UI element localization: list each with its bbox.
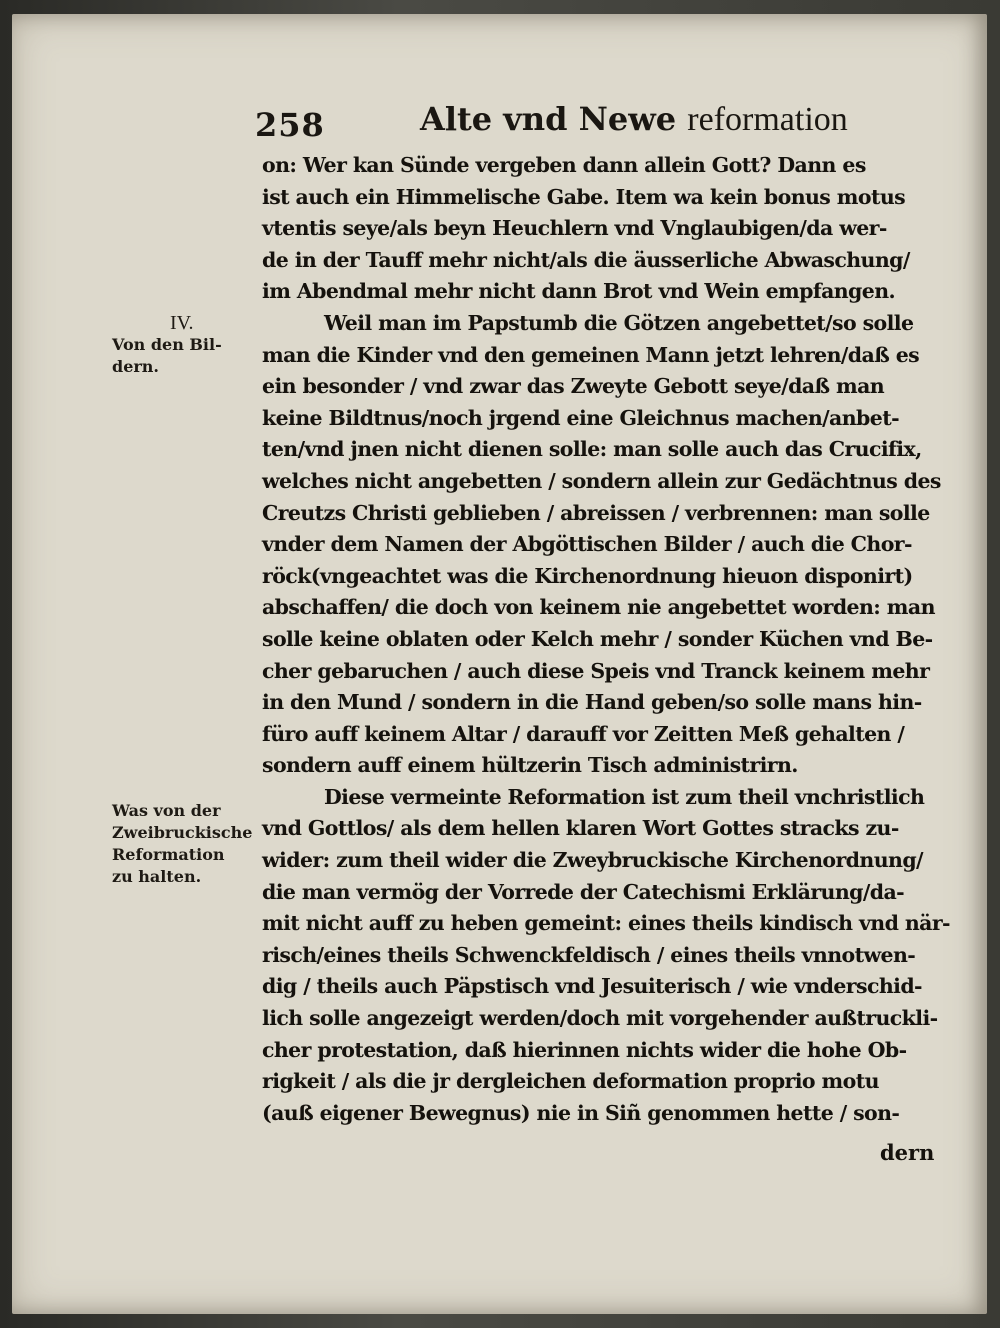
text-line: die man vermög der Vorrede der Catechismi Erklärung/da- (262, 879, 905, 904)
text-line: mit nicht auff zu heben gemeint: eines theils kindisch vnd när- (262, 911, 950, 936)
text-line: cher gebaruchen / auch diese Speis vnd Tranck keinem mehr (262, 658, 930, 683)
text-line: röck(vngeachtet was die Kirchenordnung hieuon disponirt) (262, 563, 913, 588)
text-line: sondern auff einem hültzerin Tisch administrirn. (262, 753, 798, 778)
text-line: on: Wer kan Sünde vergeben dann allein Gott? Dann es (262, 153, 866, 177)
page-number: 258 (255, 106, 325, 144)
text-line: cher protestation, daß hierinnen nichts wider die hohe Ob- (262, 1037, 907, 1062)
running-head-blackletter: Alte vnd Newe (420, 100, 677, 138)
paragraph-start-line: Diese vermeinte Reformation ist zum theil vnchristlich (324, 784, 925, 809)
text-line: im Abendmal mehr nicht dann Brot vnd Wein empfangen. (262, 279, 896, 304)
text-line: solle keine oblaten oder Kelch mehr / sonder Küchen vnd Be- (262, 626, 933, 651)
text-line: man die Kinder vnd den gemeinen Mann jetzt lehren/daß es (262, 342, 920, 367)
margin-note-line: zu halten. (112, 867, 202, 886)
running-head-roman: reformation (687, 101, 848, 138)
margin-note-line: Reformation (112, 845, 225, 864)
text-line: ten/vnd jnen nicht dienen solle: man solle auch das Crucifix, (262, 437, 922, 462)
text-line: lich solle angezeigt werden/doch mit vorgehender außtruckli- (262, 1006, 938, 1031)
text-line: keine Bildtnus/noch jrgend eine Gleichnus machen/anbet- (262, 405, 899, 430)
text-line: rigkeit / als die jr dergleichen deformation proprio motu (262, 1069, 879, 1094)
text-line: füro auff keinem Altar / darauff vor Zeitten Meß gehalten / (262, 721, 905, 746)
paragraph-start-line: Weil man im Papstumb die Götzen angebettet/so solle (324, 310, 914, 335)
text-line: dig / theils auch Päpstisch vnd Jesuiterisch / wie vnderschid- (262, 974, 922, 999)
running-head (420, 100, 848, 139)
margin-note-reformation (112, 800, 252, 888)
text-line: risch/eines theils Schwenckfeldisch / eines theils vnnotwen- (262, 942, 916, 967)
text-line: Creutzs Christi geblieben / abreissen / verbrennen: man solle (262, 500, 930, 525)
catchword: dern (880, 1140, 935, 1165)
text-line: ein besonder / vnd zwar das Zweyte Gebott seye/daß man (262, 374, 885, 399)
text-line: welches nicht angebetten / sondern allein zur Gedächtnus des (262, 468, 941, 493)
margin-note-line: dern. (112, 357, 159, 376)
text-line: vnder dem Namen der Abgöttischen Bilder / auch die Chor- (262, 532, 912, 557)
page-header (255, 100, 875, 146)
text-line: de in der Tauff mehr nicht/als die äusserliche Abwaschung/ (262, 247, 910, 272)
margin-note-line: Zweibruckische (112, 823, 253, 842)
text-line: ist auch ein Himmelische Gabe. Item wa kein bonus motus (262, 184, 906, 209)
body-text (262, 150, 952, 1129)
margin-note-numeral: IV. (170, 312, 194, 334)
margin-note-images (112, 312, 222, 378)
margin-note-line: Was von der (112, 801, 221, 820)
text-line: in den Mund / sondern in die Hand geben/so solle mans hin- (262, 690, 922, 715)
text-line: vtentis seye/als beyn Heuchlern vnd Vnglaubigen/da wer- (262, 216, 887, 241)
text-line: abschaffen/ die doch von keinem nie angebettet worden: man (262, 595, 935, 620)
text-line: wider: zum theil wider die Zweybruckische Kirchenordnung/ (262, 848, 923, 873)
margin-note-line: Von den Bil- (112, 335, 222, 354)
text-line: (auß eigener Bewegnus) nie in Siñ genommen hette / son- (262, 1100, 900, 1125)
text-line: vnd Gottlos/ als dem hellen klaren Wort Gottes stracks zu- (262, 816, 899, 841)
